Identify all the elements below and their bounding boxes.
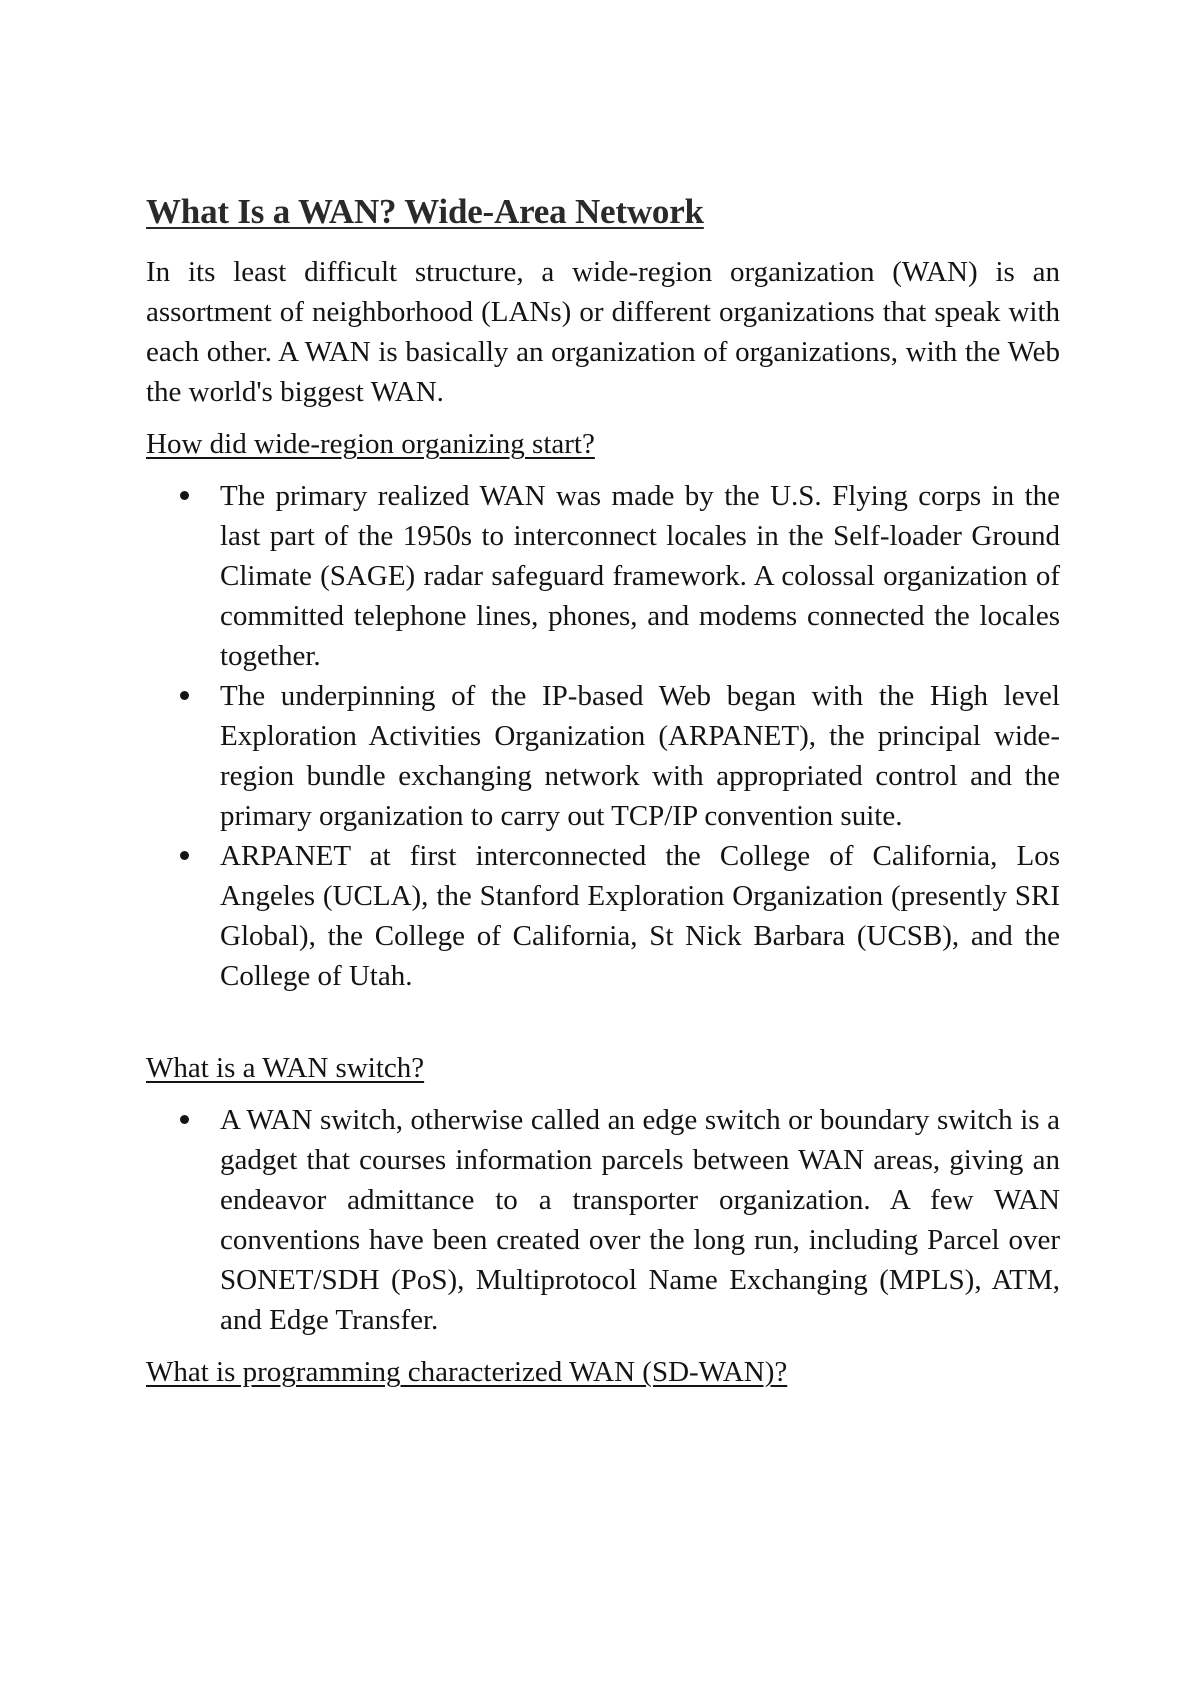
section-heading-history: How did wide-region organizing start? [146,428,595,460]
section-heading-wan-switch: What is a WAN switch? [146,1052,425,1084]
bullet-dot-icon [180,851,189,860]
section-heading-sd-wan: What is programming characterized WAN (SD-WAN)? [146,1356,788,1388]
bullet-dot-icon [180,491,189,500]
vertical-spacer [146,1340,1060,1352]
list-item [146,676,1060,836]
document-title: What Is a WAN? Wide-Area Network [146,192,704,231]
vertical-spacer [146,996,1060,1048]
bullet-dot-icon [180,691,189,700]
wan-switch-bullet-list [146,1100,1060,1340]
list-item [146,1100,1060,1340]
document-content [146,190,1060,1404]
bullet-dot-icon [180,1115,189,1124]
list-item [146,836,1060,996]
list-item-text: A WAN switch, otherwise called an edge switch or boundary switch is a gadget that courses information parcels between WAN areas, giving an endeavor admittance to a transporter organization. A few WAN conventions have been created over the long run, including Parcel over SONET/SDH (PoS), Multiprotocol Name Exchanging (MPLS), ATM, and Edge Transfer. [220,1104,1060,1336]
list-item [146,476,1060,676]
history-bullet-list [146,476,1060,996]
list-item-text: ARPANET at first interconnected the College of California, Los Angeles (UCLA), the Stanford Exploration Organization (presently SRI Global), the College of California, St Nick Barbara (UCSB), and the College of Utah. [220,840,1060,992]
list-item-text: The underpinning of the IP-based Web began with the High level Exploration Activities Organization (ARPANET), the principal wide-region bundle exchanging network with appropriated control and the primary organization to carry out TCP/IP convention suite. [220,680,1060,832]
intro-paragraph: In its least difficult structure, a wide-region organization (WAN) is an assortment of neighborhood (LANs) or different organizations that speak with each other. A WAN is basically an organization of organizations, with the Web the world's biggest WAN. [146,256,1060,408]
list-item-text: The primary realized WAN was made by the U.S. Flying corps in the last part of the 1950s to interconnect locales in the Self-loader Ground Climate (SAGE) radar safeguard framework. A colossal organization of committed telephone lines, phones, and modems connected the locales together. [220,480,1060,672]
